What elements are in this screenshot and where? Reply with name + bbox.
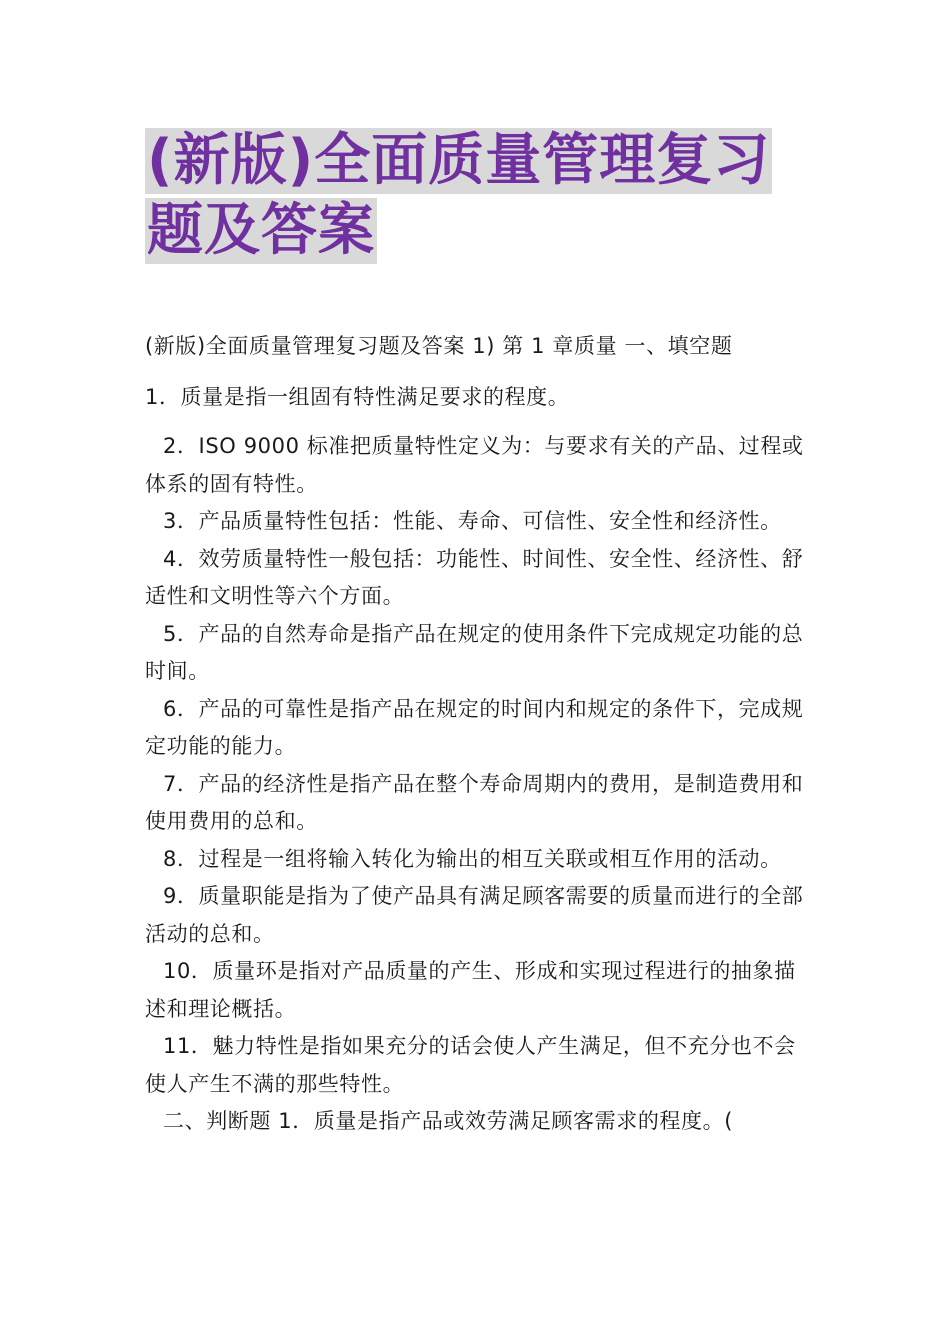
document-title bbox=[145, 128, 810, 268]
fill-item-1: 1．质量是指一组固有特性满足要求的程度。 bbox=[145, 384, 570, 409]
fill-item-10: 10．质量环是指对产品质量的产生、形成和实现过程进行的抽象描述和理论概括。 bbox=[145, 959, 796, 1021]
fill-item-7: 7．产品的经济性是指产品在整个寿命周期内的费用，是制造费用和使用费用的总和。 bbox=[145, 771, 804, 833]
title-line-2: 题及答案 bbox=[147, 198, 375, 263]
fill-item-8: 8．过程是一组将输入转化为输出的相互关联或相互作用的活动。 bbox=[163, 846, 782, 871]
title-line-1: (新版)全面质量管理复习 bbox=[147, 128, 771, 193]
fill-item-6: 6．产品的可靠性是指产品在规定的时间内和规定的条件下，完成规定功能的能力。 bbox=[145, 696, 804, 758]
fill-item-9: 9．质量职能是指为了使产品具有满足顾客需要的质量而进行的全部活动的总和。 bbox=[145, 884, 804, 946]
fill-item-11: 11．魅力特性是指如果充分的话会使人产生满足，但不充分也不会使人产生不满的那些特性。 bbox=[145, 1034, 796, 1096]
fill-item-2: 2．ISO 9000 标准把质量特性定义为：与要求有关的产品、过程或体系的固有特性。 bbox=[145, 434, 804, 496]
fill-item-4: 4．效劳质量特性一般包括：功能性、时间性、安全性、经济性、舒适性和文明性等六个方面。 bbox=[145, 546, 804, 608]
document-body bbox=[145, 328, 810, 1141]
judgment-section-start: 二、判断题 1．质量是指产品或效劳满足顾客需求的程度。( bbox=[163, 1109, 734, 1133]
fill-item-5: 5．产品的自然寿命是指产品在规定的使用条件下完成规定功能的总时间。 bbox=[145, 621, 804, 683]
intro-paragraph: (新版)全面质量管理复习题及答案 1) 第 1 章质量 一、填空题 bbox=[145, 334, 733, 358]
fill-item-3: 3．产品质量特性包括：性能、寿命、可信性、安全性和经济性。 bbox=[163, 509, 782, 533]
